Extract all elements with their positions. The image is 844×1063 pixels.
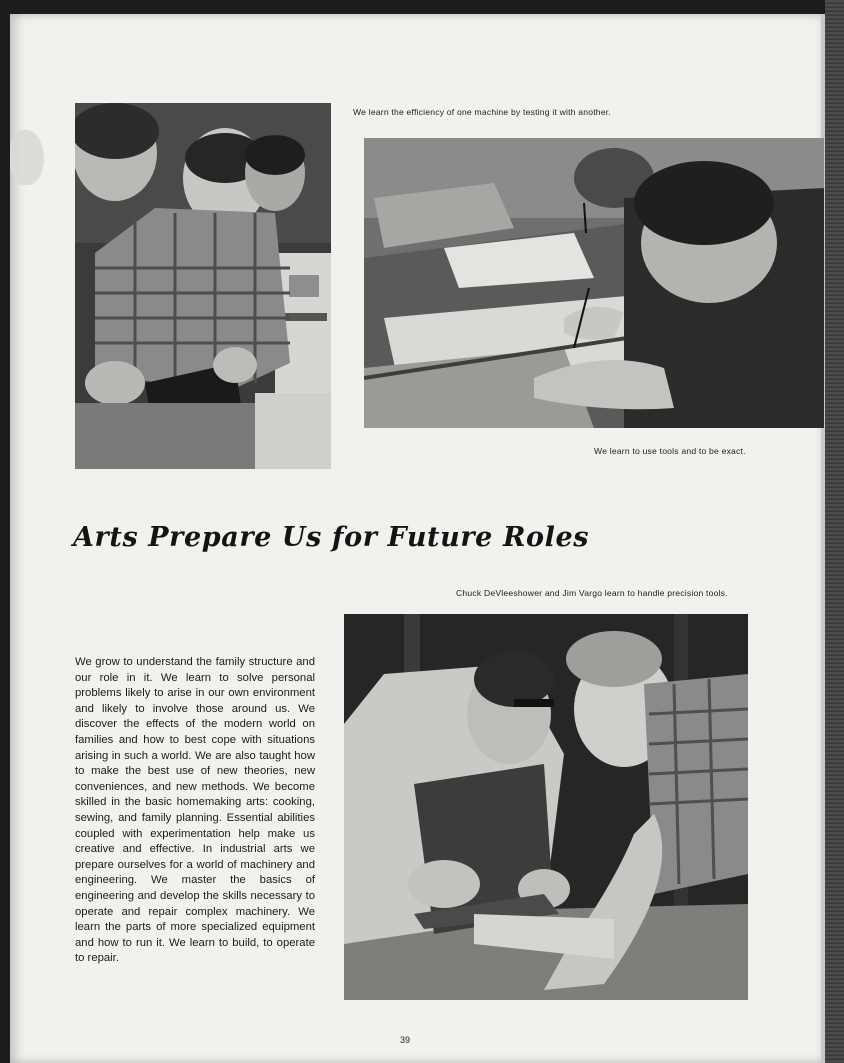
caption-precision-tools: Chuck DeVleeshower and Jim Vargo learn to handle precision tools. — [456, 588, 728, 598]
photo-students-woodworking — [344, 614, 748, 1000]
photo-students-drafting — [364, 138, 824, 428]
caption-use-tools: We learn to use tools and to be exact. — [594, 446, 746, 456]
book-binding-spine — [825, 0, 844, 1063]
body-paragraph: We grow to understand the family structure and our role in it. We learn to solve personal problems likely to arise in our own environment and likely to involve those around us. We discover the effects of the modern world on families and how to best cope with situations arising in such a world. We are also taught how to make the best use of new theories, new conveniences, and new methods. We become skilled in the basic homemaking arts: cooking, sewing, and family planning. Essential abilities coupled with experimentation help make us creative and effective. In industrial arts we prepare ourselves for a world of machinery and engineering. We master the basics of engineering and develop the skills necessary to operate and repair complex machinery. We learn the parts of more specialized equipment and how to run it. We learn to build, to operate to repair. — [75, 656, 315, 965]
page-number: 39 — [400, 1035, 411, 1045]
caption-machine-testing: We learn the efficiency of one machine by testing it with another. — [353, 107, 611, 117]
paper-tear-mark — [10, 130, 44, 185]
page-headline: Arts Prepare Us for Future Roles — [73, 522, 590, 553]
photo-students-testing-machine — [75, 103, 331, 469]
